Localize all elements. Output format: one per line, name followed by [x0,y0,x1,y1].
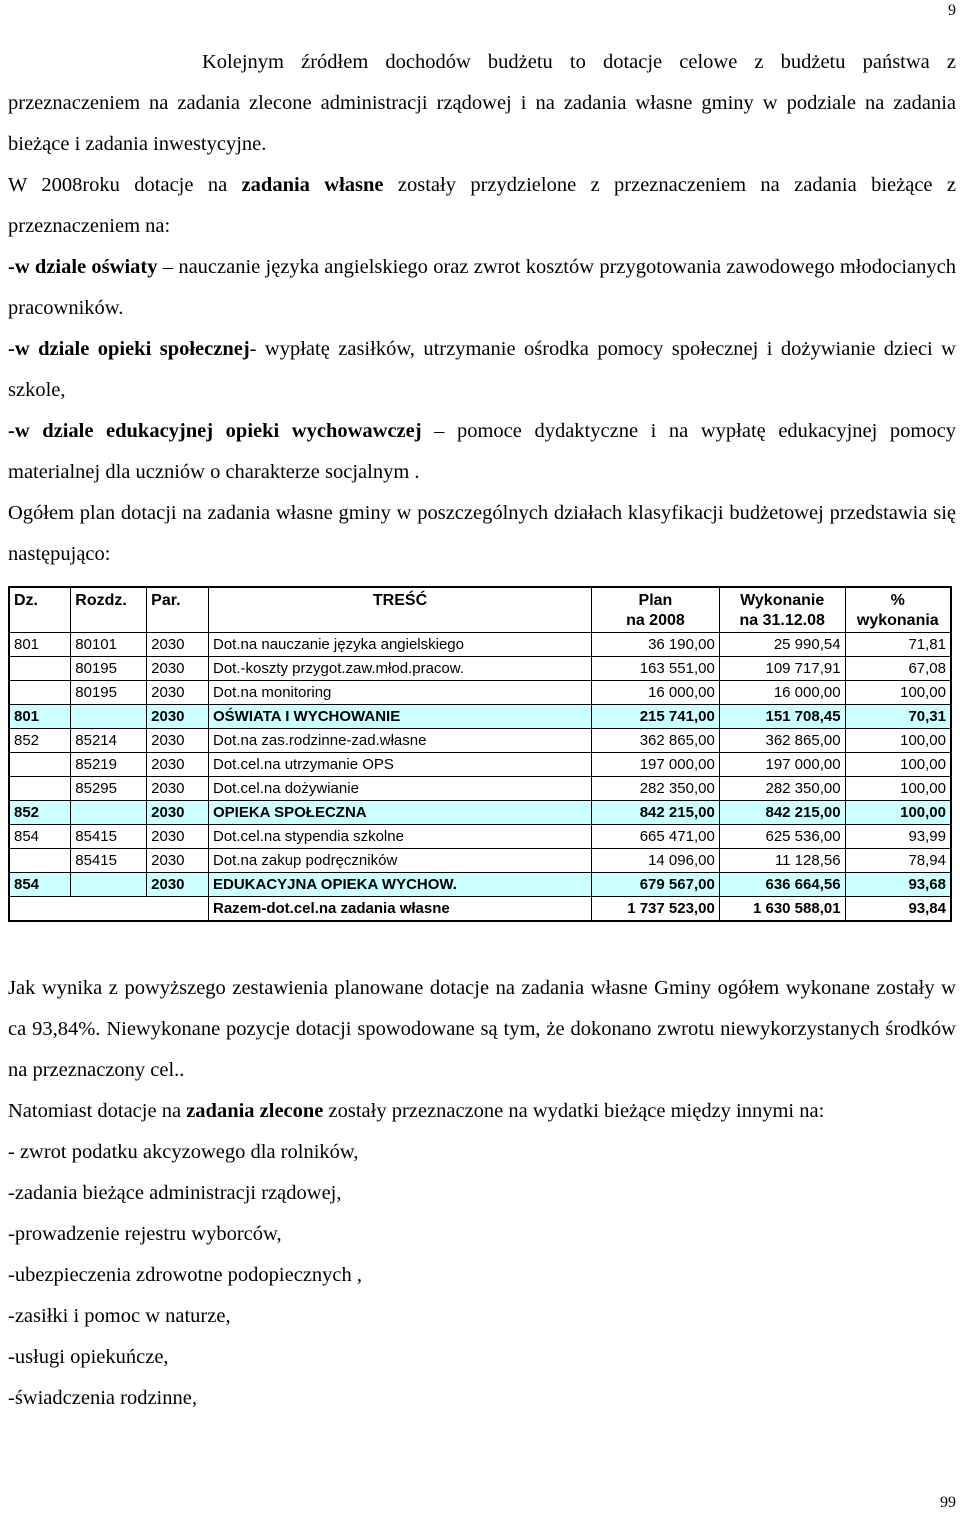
header-rozdz: Rozdz. [71,587,147,610]
cell-dz: 801 [9,705,71,729]
cell-wyk: 362 865,00 [719,729,845,753]
cell-tresc: Dot.-koszty przygot.zaw.młod.pracow. [209,657,592,681]
cell-wyk: 636 664,56 [719,873,845,897]
table-row [9,849,951,873]
cell-tresc: OŚWIATA I WYCHOWANIE [209,705,592,729]
table-row [9,777,951,801]
total-wyk: 1 630 588,01 [719,897,845,922]
header-par: Par. [147,587,209,610]
list-item: -usługi opiekuńcze, [8,1346,169,1368]
cell-par: 2030 [147,801,209,825]
cell-plan: 842 215,00 [592,801,720,825]
intro-paragraph-6: Ogółem plan dotacji na zadania własne gminy w poszczególnych działach klasyfikacji budżetowej przedstawia się następująco: [8,502,956,565]
cell-par: 2030 [147,777,209,801]
cell-wyk: 109 717,91 [719,657,845,681]
list-item: -zadania bieżące administracji rządowej, [8,1182,342,1204]
cell-rozdz: 80195 [71,681,147,705]
cell-rozdz: 85295 [71,777,147,801]
list-item: -zasiłki i pomoc w naturze, [8,1305,231,1327]
cell-wyk: 25 990,54 [719,633,845,657]
cell-pct: 71,81 [845,633,951,657]
page-number-bottom: 99 [940,1494,956,1511]
header-blank [9,610,71,633]
header-plan: Plan [592,587,720,610]
cell-dz [9,681,71,705]
expense-list [8,1132,956,1419]
list-item: -prowadzenie rejestru wyborców, [8,1223,282,1245]
table-header-row-2 [9,610,951,633]
cell-rozdz: 85415 [71,825,147,849]
cell-dz: 852 [9,801,71,825]
cell-dz: 801 [9,633,71,657]
cell-dz [9,777,71,801]
cell-rozdz [71,873,147,897]
zlecone-paragraph [8,1091,956,1132]
cell-blank [71,897,147,922]
cell-pct: 67,08 [845,657,951,681]
cell-plan: 362 865,00 [592,729,720,753]
cell-dz [9,657,71,681]
intro-paragraph-5 [8,411,956,493]
text-run: zostały przydzielone z przeznaczeniem na zadania bieżące z przeznaczeniem na: [8,174,956,237]
page-number-top: 9 [948,2,956,19]
header-blank [71,610,147,633]
table-header-row [9,587,951,610]
total-tresc: Razem-dot.cel.na zadania własne [209,897,592,922]
cell-plan: 163 551,00 [592,657,720,681]
text-run: zostały przeznaczone na wydatki bieżące między innymi na: [323,1100,825,1122]
cell-dz: 854 [9,825,71,849]
cell-plan: 197 000,00 [592,753,720,777]
after-table-section [8,968,956,1419]
table-total-row [9,897,951,922]
cell-wyk: 282 350,00 [719,777,845,801]
intro-paragraph-3 [8,247,956,329]
table-row [9,633,951,657]
text-run: Natomiast dotacje na [8,1100,187,1122]
intro-section [8,42,956,575]
table-row [9,825,951,849]
cell-rozdz: 85214 [71,729,147,753]
cell-tresc: Dot.cel.na dożywianie [209,777,592,801]
cell-tresc: Dot.na zakup podręczników [209,849,592,873]
cell-blank [9,897,71,922]
cell-par: 2030 [147,825,209,849]
bold-text: -w dziale oświaty [8,256,158,278]
cell-wyk: 11 128,56 [719,849,845,873]
header-plan-year: na 2008 [592,610,720,633]
header-wykonanie-date: na 31.12.08 [719,610,845,633]
bold-text: -w dziale edukacyjnej opieki wychowawczej [8,420,422,442]
text-run: W 2008roku dotacje na [8,174,242,196]
table-row [9,729,951,753]
header-dz: Dz. [9,587,71,610]
bold-text: zadania zlecone [186,1100,324,1122]
budget-table [8,586,952,922]
table-row [9,753,951,777]
cell-wyk: 197 000,00 [719,753,845,777]
cell-pct: 100,00 [845,753,951,777]
cell-plan: 215 741,00 [592,705,720,729]
cell-rozdz [71,705,147,729]
header-blank [147,610,209,633]
cell-dz [9,849,71,873]
cell-plan: 679 567,00 [592,873,720,897]
cell-par: 2030 [147,633,209,657]
total-plan: 1 737 523,00 [592,897,720,922]
table-body [9,633,951,922]
cell-tresc: Dot.na nauczanie języka angielskiego [209,633,592,657]
cell-pct: 93,68 [845,873,951,897]
cell-tresc: Dot.na monitoring [209,681,592,705]
intro-paragraph-4 [8,329,956,411]
cell-par: 2030 [147,657,209,681]
cell-plan: 14 096,00 [592,849,720,873]
cell-par: 2030 [147,753,209,777]
cell-pct: 78,94 [845,849,951,873]
intro-paragraph-2 [8,165,956,247]
list-item: - zwrot podatku akcyzowego dla rolników, [8,1141,359,1163]
cell-dz [9,753,71,777]
cell-tresc: Dot.na zas.rodzinne-zad.własne [209,729,592,753]
total-pct: 93,84 [845,897,951,922]
cell-pct: 70,31 [845,705,951,729]
summary-paragraph: Jak wynika z powyższego zestawienia planowane dotacje na zadania własne Gminy ogółem wykonane zostały w ca 93,84%. Niewykonane pozycje dotacji spowodowane są tym, że dokonano zwrotu niewykorzystanych środków na przeznaczony cel.. [8,977,956,1081]
table-row [9,681,951,705]
cell-tresc: Dot.cel.na stypendia szkolne [209,825,592,849]
bold-text: zadania własne [241,174,384,196]
cell-plan: 282 350,00 [592,777,720,801]
header-blank [209,610,592,633]
intro-paragraph-1: Kolejnym źródłem dochodów budżetu to dotacje celowe z budżetu państwa z przeznaczeniem na zadania zlecone administracji rządowej i na zadania własne gminy w podziale na zadania bieżące i zadania inwestycyjne. [8,51,956,155]
bold-text: -w dziale opieki społecznej [8,338,250,360]
table-row [9,801,951,825]
list-item: -ubezpieczenia zdrowotne podopiecznych , [8,1264,363,1286]
cell-par: 2030 [147,849,209,873]
cell-plan: 16 000,00 [592,681,720,705]
header-wykonanie: Wykonanie [719,587,845,610]
cell-rozdz: 80195 [71,657,147,681]
cell-tresc: EDUKACYJNA OPIEKA WYCHOW. [209,873,592,897]
table-row [9,705,951,729]
cell-tresc: OPIEKA SPOŁECZNA [209,801,592,825]
cell-plan: 665 471,00 [592,825,720,849]
cell-plan: 36 190,00 [592,633,720,657]
cell-pct: 100,00 [845,681,951,705]
text-run: – nauczanie języka angielskiego oraz zwrot kosztów przygotowania zawodowego młodocianych pracowników. [8,256,956,319]
list-item: -świadczenia rodzinne, [8,1387,197,1409]
cell-wyk: 625 536,00 [719,825,845,849]
header-percent-label: wykonania [845,610,951,633]
cell-wyk: 151 708,45 [719,705,845,729]
cell-wyk: 16 000,00 [719,681,845,705]
cell-par: 2030 [147,873,209,897]
header-percent: % [845,587,951,610]
cell-rozdz: 80101 [71,633,147,657]
header-tresc: TREŚĆ [209,587,592,610]
cell-rozdz [71,801,147,825]
text-run: - wypłatę zasiłków, utrzymanie ośrodka pomocy społecznej i dożywianie dzieci w szkole, [8,338,956,401]
cell-wyk: 842 215,00 [719,801,845,825]
cell-pct: 93,99 [845,825,951,849]
cell-pct: 100,00 [845,729,951,753]
table-row [9,873,951,897]
cell-pct: 100,00 [845,801,951,825]
cell-par: 2030 [147,705,209,729]
table-row [9,657,951,681]
text-run: – pomoce dydaktyczne i na wypłatę edukacyjnej pomocy materialnej dla uczniów o charakterze socjalnym . [8,420,956,483]
cell-rozdz: 85415 [71,849,147,873]
cell-par: 2030 [147,681,209,705]
cell-rozdz: 85219 [71,753,147,777]
cell-pct: 100,00 [845,777,951,801]
cell-blank [147,897,209,922]
cell-tresc: Dot.cel.na utrzymanie OPS [209,753,592,777]
cell-dz: 852 [9,729,71,753]
cell-par: 2030 [147,729,209,753]
cell-dz: 854 [9,873,71,897]
